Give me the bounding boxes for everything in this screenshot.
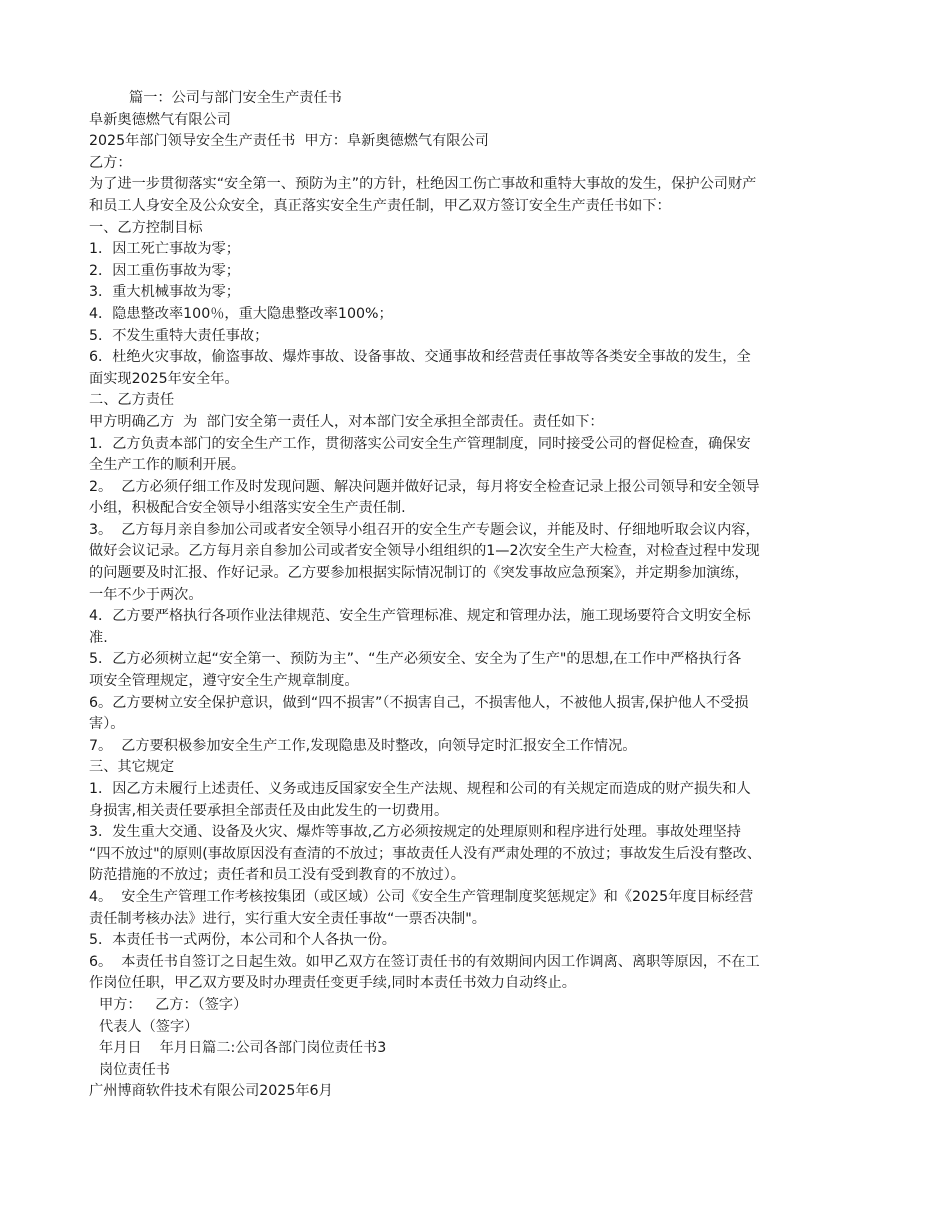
list-item: 2。 乙方必须仔细工作及时发现问题、解决问题并做好记录，每月将安全检查记录上报公司领导和安全领导 xyxy=(89,478,760,495)
paragraph-line: 甲方明确乙方 为 部门安全第一责任人，对本部门安全承担全部责任。责任如下： xyxy=(89,413,604,430)
company-date-line: 广州博商软件技术有限公司2025年6月 xyxy=(89,1083,333,1100)
list-item: 3．发生重大交通、设备及火灾、爆炸等事故,乙方必须按规定的处理原则和程序进行处理。事故处理坚持 xyxy=(89,824,741,841)
company-name: 阜新奥德燃气有限公司 xyxy=(89,111,231,128)
list-item: 1．乙方负责本部门的安全生产工作，贯彻落实公司安全生产管理制度，同时接受公司的督促检查，确保安 xyxy=(89,435,751,452)
list-item: 5．本责任书一式两份，本公司和个人各执一份。 xyxy=(89,932,396,949)
list-item: 2．因工重伤事故为零； xyxy=(89,262,240,279)
list-item: 全生产工作的顺利开展。 xyxy=(89,457,246,474)
list-item: 小组，积极配合安全领导小组落实安全生产责任制. xyxy=(89,500,406,517)
list-item: 1．因工死亡事故为零； xyxy=(89,241,240,258)
list-item: 3．重大机械事故为零； xyxy=(89,284,240,301)
list-item: 一年不少于两次。 xyxy=(89,586,203,603)
list-item: 5．乙方必须树立起“安全第一、预防为主”、“生产必须安全、安全为了生产"的思想,在工作中严格执行各 xyxy=(89,651,742,668)
list-item: 5．不发生重特大责任事故； xyxy=(89,327,269,344)
list-item: 1．因乙方未履行上述责任、义务或违反国家安全生产法规、规程和公司的有关规定而造成的财产损失和人 xyxy=(89,781,751,797)
list-item: 防范措施的不放过；责任者和员工没有受到教育的不放过）。 xyxy=(89,867,465,884)
signature-line: 代表人（签字） xyxy=(99,1018,199,1035)
list-item: 身损害,相关责任要承担全部责任及由此发生的一切费用。 xyxy=(89,802,449,819)
section-heading: 二、乙方责任 xyxy=(89,392,175,409)
list-item: 作岗位任职，甲乙双方要及时办理责任变更手续,同时本责任书效力自动终止。 xyxy=(89,975,576,992)
list-item: 6。乙方要树立安全保护意识，做到“四不损害”（不损害自己，不损害他人，不被他人损害,保护他人不受损 xyxy=(89,694,749,711)
list-item: 6．杜绝火灾事故，偷盗事故、爆炸事故、设备事故、交通事故和经营责任事故等各类安全事故的发生，全 xyxy=(89,349,751,366)
paragraph-line: 为了进一步贯彻落实“安全第一、预防为主”的方针，杜绝因工伤亡事故和重特大事故的发生，保护公司财产 xyxy=(89,176,757,193)
list-item: 3。 乙方每月亲自参加公司或者安全领导小组召开的安全生产专题会议，并能及时、仔细地听取会议内容， xyxy=(89,521,760,538)
list-item: “四不放过"的原则(事故原因没有查清的不放过；事故责任人没有严肃处理的不放过；事故发生后没有整改、 xyxy=(89,845,762,862)
paragraph-line: 和员工人身安全及公众安全，真正落实安全生产责任制，甲乙双方签订安全生产责任书如下： xyxy=(89,197,671,214)
list-item: 6。 本责任书自签订之日起生效。如甲乙双方在签订责任书的有效期间内因工作调离、离职等原因，不在工 xyxy=(89,953,760,970)
list-item: 项安全管理规定，遵守安全生产规章制度。 xyxy=(89,673,359,690)
list-item: 害）。 xyxy=(89,716,125,733)
date-line: 年月日 年月日篇二:公司各部门岗位责任书3 xyxy=(99,1040,387,1057)
document-heading: 2025年部门领导安全生产责任书 甲方：阜新奥德燃气有限公司 xyxy=(89,133,489,150)
section-heading: 一、乙方控制目标 xyxy=(89,219,203,236)
list-item: 面实现2025年安全年。 xyxy=(89,370,239,387)
section-heading: 三、其它规定 xyxy=(89,759,175,776)
signature-line: 甲方： 乙方：（签字） xyxy=(99,996,248,1013)
list-item: 4．隐患整改率100％，重大隐患整改率100%； xyxy=(89,305,393,322)
list-item: 责任制考核办法》进行，实行重大安全责任事故“一票否决制"。 xyxy=(89,910,486,927)
subtitle: 岗位责任书 xyxy=(99,1061,170,1078)
list-item: 7。 乙方要积极参加安全生产工作,发现隐患及时整改，向领导定时汇报安全工作情况。 xyxy=(89,737,637,754)
list-item: 4。 安全生产管理工作考核按集团（或区域）公司《安全生产管理制度奖惩规定》和《2025年度目标经营 xyxy=(89,888,754,905)
party-b: 乙方： xyxy=(89,154,132,171)
list-item: 的问题要及时汇报、作好记录。乙方要参加根据实际情况制订的《突发事故应急预案》，并定期参加演练， xyxy=(89,565,749,582)
list-item: 4．乙方要严格执行各项作业法律规范、安全生产管理标准、规定和管理办法，施工现场要符合文明安全标 xyxy=(89,608,751,625)
list-item: 做好会议记录。乙方每月亲自参加公司或者安全领导小组组织的1—2次安全生产大检查，对检查过程中发现 xyxy=(89,543,760,560)
section-title: 篇一：公司与部门安全生产责任书 xyxy=(129,90,342,106)
list-item: 准. xyxy=(89,629,108,646)
